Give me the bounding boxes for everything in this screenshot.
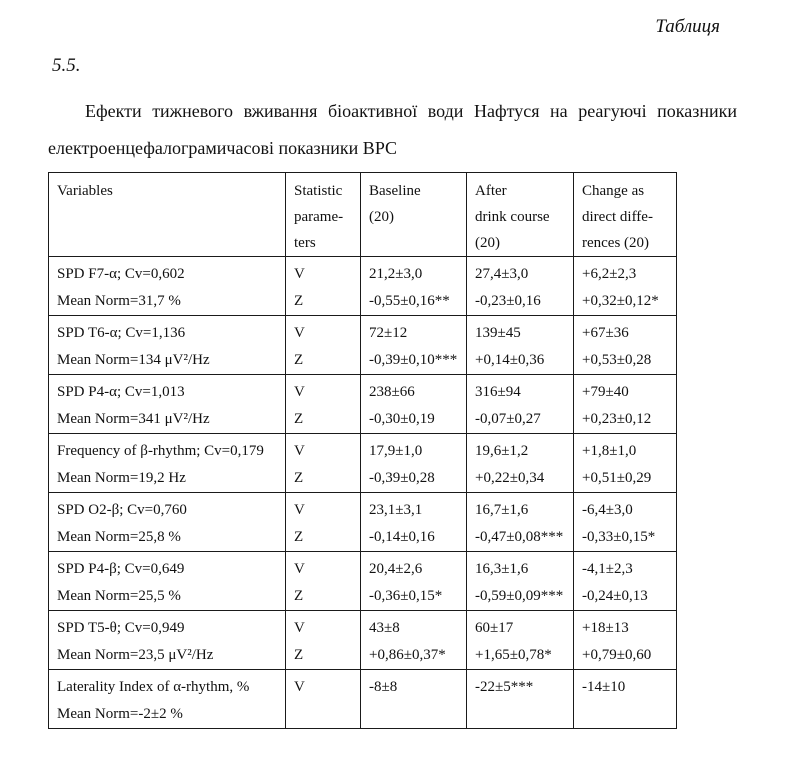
cell-line: +0,22±0,34 [475, 470, 545, 486]
cell-variable [49, 375, 286, 434]
column-header-after [467, 173, 574, 257]
header-line: Baseline [369, 183, 421, 199]
cell-line: V [294, 443, 305, 459]
header-line: rences (20) [582, 235, 650, 251]
column-header-change [574, 173, 677, 257]
cell-line: -0,39±0,10*** [369, 352, 458, 368]
cell-after [467, 670, 574, 729]
cell-line: 27,4±3,0 [475, 266, 529, 282]
cell-line: Z [294, 529, 304, 545]
cell-line: Z [294, 588, 304, 604]
cell-stat [286, 670, 361, 729]
cell-line: Mean Norm=19,2 Hz [57, 470, 186, 486]
header-line: After [475, 183, 507, 199]
cell-stat [286, 257, 361, 316]
header-row [49, 173, 677, 257]
cell-line: -0,59±0,09*** [475, 588, 564, 604]
cell-line: -8±8 [369, 679, 398, 695]
cell-line: V [294, 620, 305, 636]
cell-after [467, 434, 574, 493]
cell-baseline [361, 493, 467, 552]
cell-variable [49, 316, 286, 375]
cell-line: V [294, 561, 305, 577]
cell-baseline [361, 611, 467, 670]
cell-line: Mean Norm=31,7 % [57, 293, 181, 309]
column-header-baseline [361, 173, 467, 257]
cell-after [467, 375, 574, 434]
cell-line: 21,2±3,0 [369, 266, 423, 282]
cell-line: -14±10 [582, 679, 626, 695]
table-row [49, 434, 677, 493]
cell-line: 17,9±1,0 [369, 443, 423, 459]
cell-line: Z [294, 647, 304, 663]
cell-line: V [294, 384, 305, 400]
table-row [49, 611, 677, 670]
cell-line: -0,33±0,15* [582, 529, 656, 545]
cell-line: V [294, 679, 305, 695]
cell-baseline [361, 670, 467, 729]
cell-line: 20,4±2,6 [369, 561, 423, 577]
cell-line: +18±13 [582, 620, 629, 636]
cell-line: -0,24±0,13 [582, 588, 648, 604]
cell-variable [49, 552, 286, 611]
cell-line: +0,79±0,60 [582, 647, 652, 663]
cell-baseline [361, 316, 467, 375]
cell-line: Mean Norm=25,8 % [57, 529, 181, 545]
cell-line: V [294, 266, 305, 282]
cell-line: -0,47±0,08*** [475, 529, 564, 545]
header-line: ters [294, 235, 316, 251]
cell-line: -22±5*** [475, 679, 534, 695]
cell-change [574, 257, 677, 316]
cell-line: +67±36 [582, 325, 629, 341]
cell-baseline [361, 375, 467, 434]
cell-after [467, 257, 574, 316]
header-line: parame- [294, 209, 344, 225]
header-line: Variables [57, 183, 113, 199]
table-caption-number: 5.5. [52, 55, 81, 76]
cell-line: Z [294, 411, 304, 427]
cell-line: 316±94 [475, 384, 521, 400]
document-page [0, 14, 789, 771]
cell-after [467, 552, 574, 611]
cell-stat [286, 611, 361, 670]
cell-line: -0,07±0,27 [475, 411, 541, 427]
cell-line: +0,14±0,36 [475, 352, 545, 368]
cell-line: Mean Norm=25,5 % [57, 588, 181, 604]
cell-baseline [361, 434, 467, 493]
table-row [49, 670, 677, 729]
cell-change [574, 670, 677, 729]
cell-line: -0,39±0,28 [369, 470, 435, 486]
cell-variable [49, 670, 286, 729]
cell-line: 60±17 [475, 620, 514, 636]
cell-change [574, 611, 677, 670]
header-line: direct diffe- [582, 209, 653, 225]
cell-change [574, 552, 677, 611]
cell-after [467, 316, 574, 375]
table-title-paragraph: Ефекти тижневого вживання біоактивної води Нафтуся на реагуючі показники електроенцефалограмичасові показники ВРС [48, 101, 737, 158]
cell-line: V [294, 325, 305, 341]
header-line: Statistic [294, 183, 343, 199]
cell-line: SPD P4-β; Cv=0,649 [57, 561, 185, 577]
cell-line: +0,86±0,37* [369, 647, 446, 663]
cell-line: +0,23±0,12 [582, 411, 652, 427]
cell-line: +6,2±2,3 [582, 266, 637, 282]
cell-line: SPD P4-α; Cv=1,013 [57, 384, 185, 400]
table-row [49, 257, 677, 316]
cell-line: Z [294, 293, 304, 309]
cell-change [574, 316, 677, 375]
cell-line: +1,65±0,78* [475, 647, 552, 663]
cell-line: -0,55±0,16** [369, 293, 450, 309]
cell-line: 16,3±1,6 [475, 561, 529, 577]
cell-line: -0,14±0,16 [369, 529, 435, 545]
cell-baseline [361, 257, 467, 316]
cell-line: 72±12 [369, 325, 408, 341]
cell-variable [49, 257, 286, 316]
column-header-variables [49, 173, 286, 257]
cell-stat [286, 316, 361, 375]
cell-variable [49, 493, 286, 552]
cell-line: 43±8 [369, 620, 400, 636]
cell-change [574, 493, 677, 552]
column-header-statistic [286, 173, 361, 257]
cell-stat [286, 552, 361, 611]
cell-line: Laterality Index of α-rhythm, % [57, 679, 250, 695]
cell-line: +79±40 [582, 384, 629, 400]
cell-line: -4,1±2,3 [582, 561, 633, 577]
table-row [49, 316, 677, 375]
cell-line: Mean Norm=341 μV²/Hz [57, 411, 210, 427]
cell-line: 23,1±3,1 [369, 502, 423, 518]
cell-line: Frequency of β-rhythm; Cv=0,179 [57, 443, 264, 459]
cell-line: -6,4±3,0 [582, 502, 633, 518]
cell-line: SPD T6-α; Cv=1,136 [57, 325, 186, 341]
cell-line: 139±45 [475, 325, 521, 341]
cell-line: +1,8±1,0 [582, 443, 637, 459]
cell-variable [49, 434, 286, 493]
cell-stat [286, 493, 361, 552]
cell-after [467, 493, 574, 552]
cell-line: Z [294, 352, 304, 368]
table-row [49, 375, 677, 434]
cell-change [574, 434, 677, 493]
cell-line: Mean Norm=23,5 μV²/Hz [57, 647, 214, 663]
cell-stat [286, 434, 361, 493]
cell-after [467, 611, 574, 670]
header-line: (20) [475, 235, 500, 251]
header-line: drink course [475, 209, 550, 225]
cell-line: -0,36±0,15* [369, 588, 443, 604]
cell-line: Mean Norm=134 μV²/Hz [57, 352, 210, 368]
cell-line: -0,23±0,16 [475, 293, 541, 309]
header-line: (20) [369, 209, 394, 225]
table-caption-word: Таблиця [655, 16, 720, 37]
cell-line: +0,53±0,28 [582, 352, 652, 368]
cell-line: +0,32±0,12* [582, 293, 659, 309]
table-row [49, 493, 677, 552]
cell-variable [49, 611, 286, 670]
cell-line: 238±66 [369, 384, 415, 400]
cell-line: SPD T5-θ; Cv=0,949 [57, 620, 185, 636]
header-line: Change as [582, 183, 645, 199]
cell-line: V [294, 502, 305, 518]
cell-line: 19,6±1,2 [475, 443, 529, 459]
results-table [48, 172, 677, 729]
cell-line: 16,7±1,6 [475, 502, 529, 518]
cell-line: Mean Norm=-2±2 % [57, 706, 183, 722]
cell-line: -0,30±0,19 [369, 411, 435, 427]
cell-line: SPD O2-β; Cv=0,760 [57, 502, 187, 518]
cell-line: SPD F7-α; Cv=0,602 [57, 266, 185, 282]
cell-stat [286, 375, 361, 434]
cell-line: Z [294, 470, 304, 486]
cell-line: +0,51±0,29 [582, 470, 652, 486]
table-row [49, 552, 677, 611]
cell-change [574, 375, 677, 434]
cell-baseline [361, 552, 467, 611]
